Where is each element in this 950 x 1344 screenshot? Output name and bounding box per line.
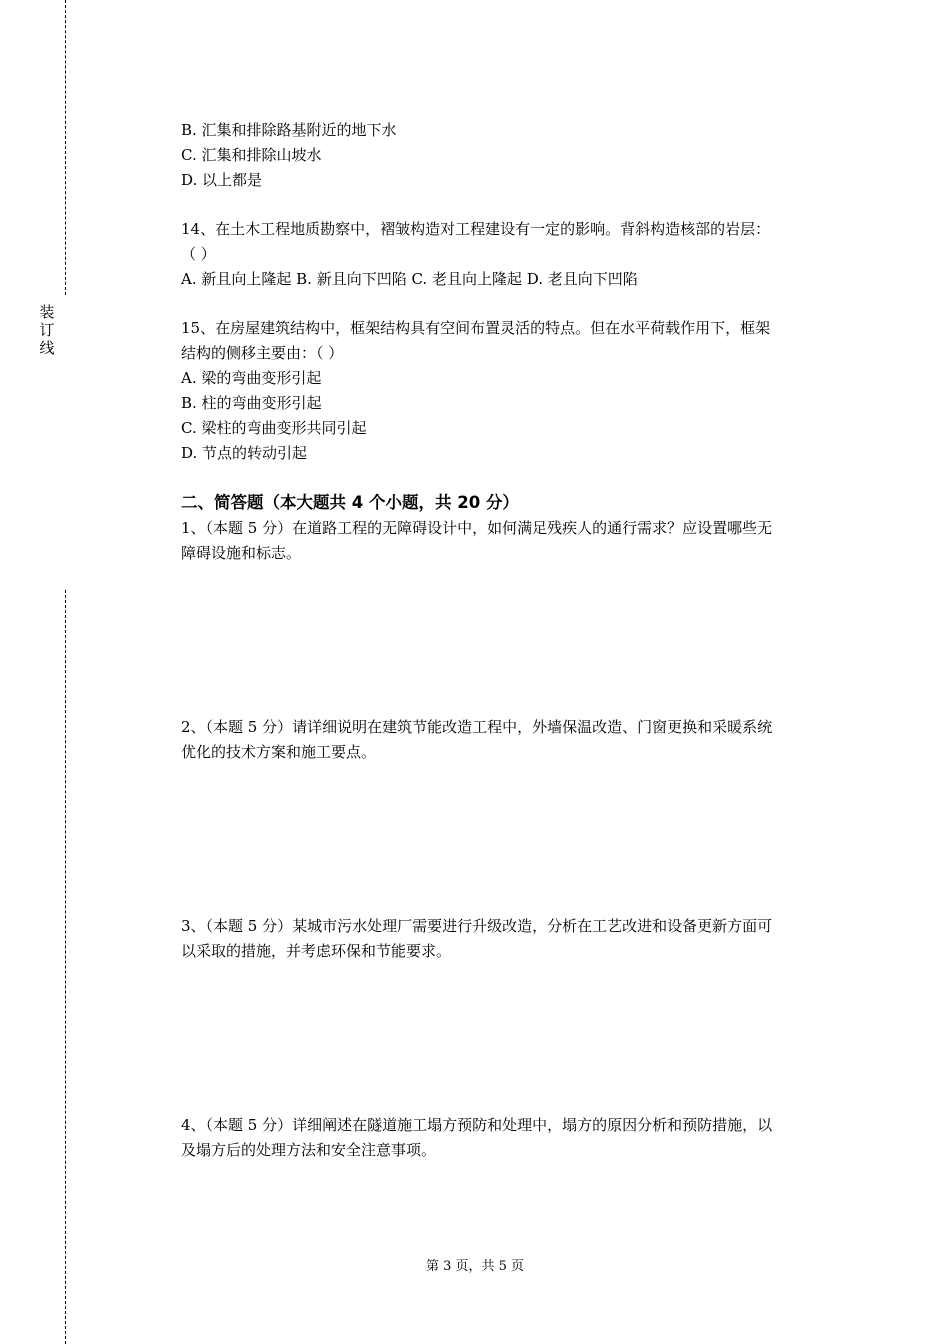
- binding-line-bottom: [65, 590, 66, 1344]
- q14-stem-line1: 14、在土木工程地质勘察中，褶皱构造对工程建设有一定的影响。背斜构造核部的岩层：: [181, 220, 771, 238]
- q15-option-d: D. 节点的转动引起: [181, 444, 308, 462]
- q14-options: A. 新且向上隆起 B. 新且向下凹陷 C. 老且向上隆起 D. 老且向下凹陷: [181, 270, 638, 288]
- binding-label: [38, 303, 56, 357]
- sa-q2-line2: 优化的技术方案和施工要点。: [181, 743, 377, 761]
- binding-char-3: 线: [39, 339, 55, 357]
- binding-line-top: [65, 0, 66, 295]
- sa-q1-line1: 1、（本题 5 分）在道路工程的无障碍设计中，如何满足残疾人的通行需求？应设置哪些无: [181, 519, 773, 537]
- sa-q3-line1: 3、（本题 5 分）某城市污水处理厂需要进行升级改造，分析在工艺改进和设备更新方面可: [181, 917, 773, 935]
- q14-stem-line2: （ ）: [181, 245, 216, 263]
- q13-option-c: C. 汇集和排除山坡水: [181, 146, 322, 164]
- q15-option-a: A. 梁的弯曲变形引起: [181, 369, 322, 387]
- page-footer: 第 3 页，共 5 页: [425, 1259, 525, 1274]
- section-heading: 二、简答题（本大题共 4 个小题，共 20 分）: [181, 493, 519, 512]
- sa-q3-line2: 以采取的措施，并考虑环保和节能要求。: [181, 942, 452, 960]
- q15-option-b: B. 柱的弯曲变形引起: [181, 394, 322, 412]
- sa-q1-line2: 障碍设施和标志。: [181, 544, 302, 562]
- q13-option-b: B. 汇集和排除路基附近的地下水: [181, 121, 397, 139]
- sa-q4-line2: 及塌方后的处理方法和安全注意事项。: [181, 1141, 437, 1159]
- q13-option-d: D. 以上都是: [181, 171, 263, 189]
- q15-stem-line1: 15、在房屋建筑结构中，框架结构具有空间布置灵活的特点。但在水平荷载作用下，框架: [181, 319, 771, 337]
- q15-stem-line2: 结构的侧移主要由：（ ）: [181, 344, 344, 362]
- sa-q2-line1: 2、（本题 5 分）请详细说明在建筑节能改造工程中，外墙保温改造、门窗更换和采暖系统: [181, 718, 773, 736]
- q15-option-c: C. 梁柱的弯曲变形共同引起: [181, 419, 367, 437]
- sa-q4-line1: 4、（本题 5 分）详细阐述在隧道施工塌方预防和处理中，塌方的原因分析和预防措施，以: [181, 1116, 773, 1134]
- binding-char-2: 订: [39, 321, 55, 339]
- binding-char-1: 装: [39, 303, 55, 321]
